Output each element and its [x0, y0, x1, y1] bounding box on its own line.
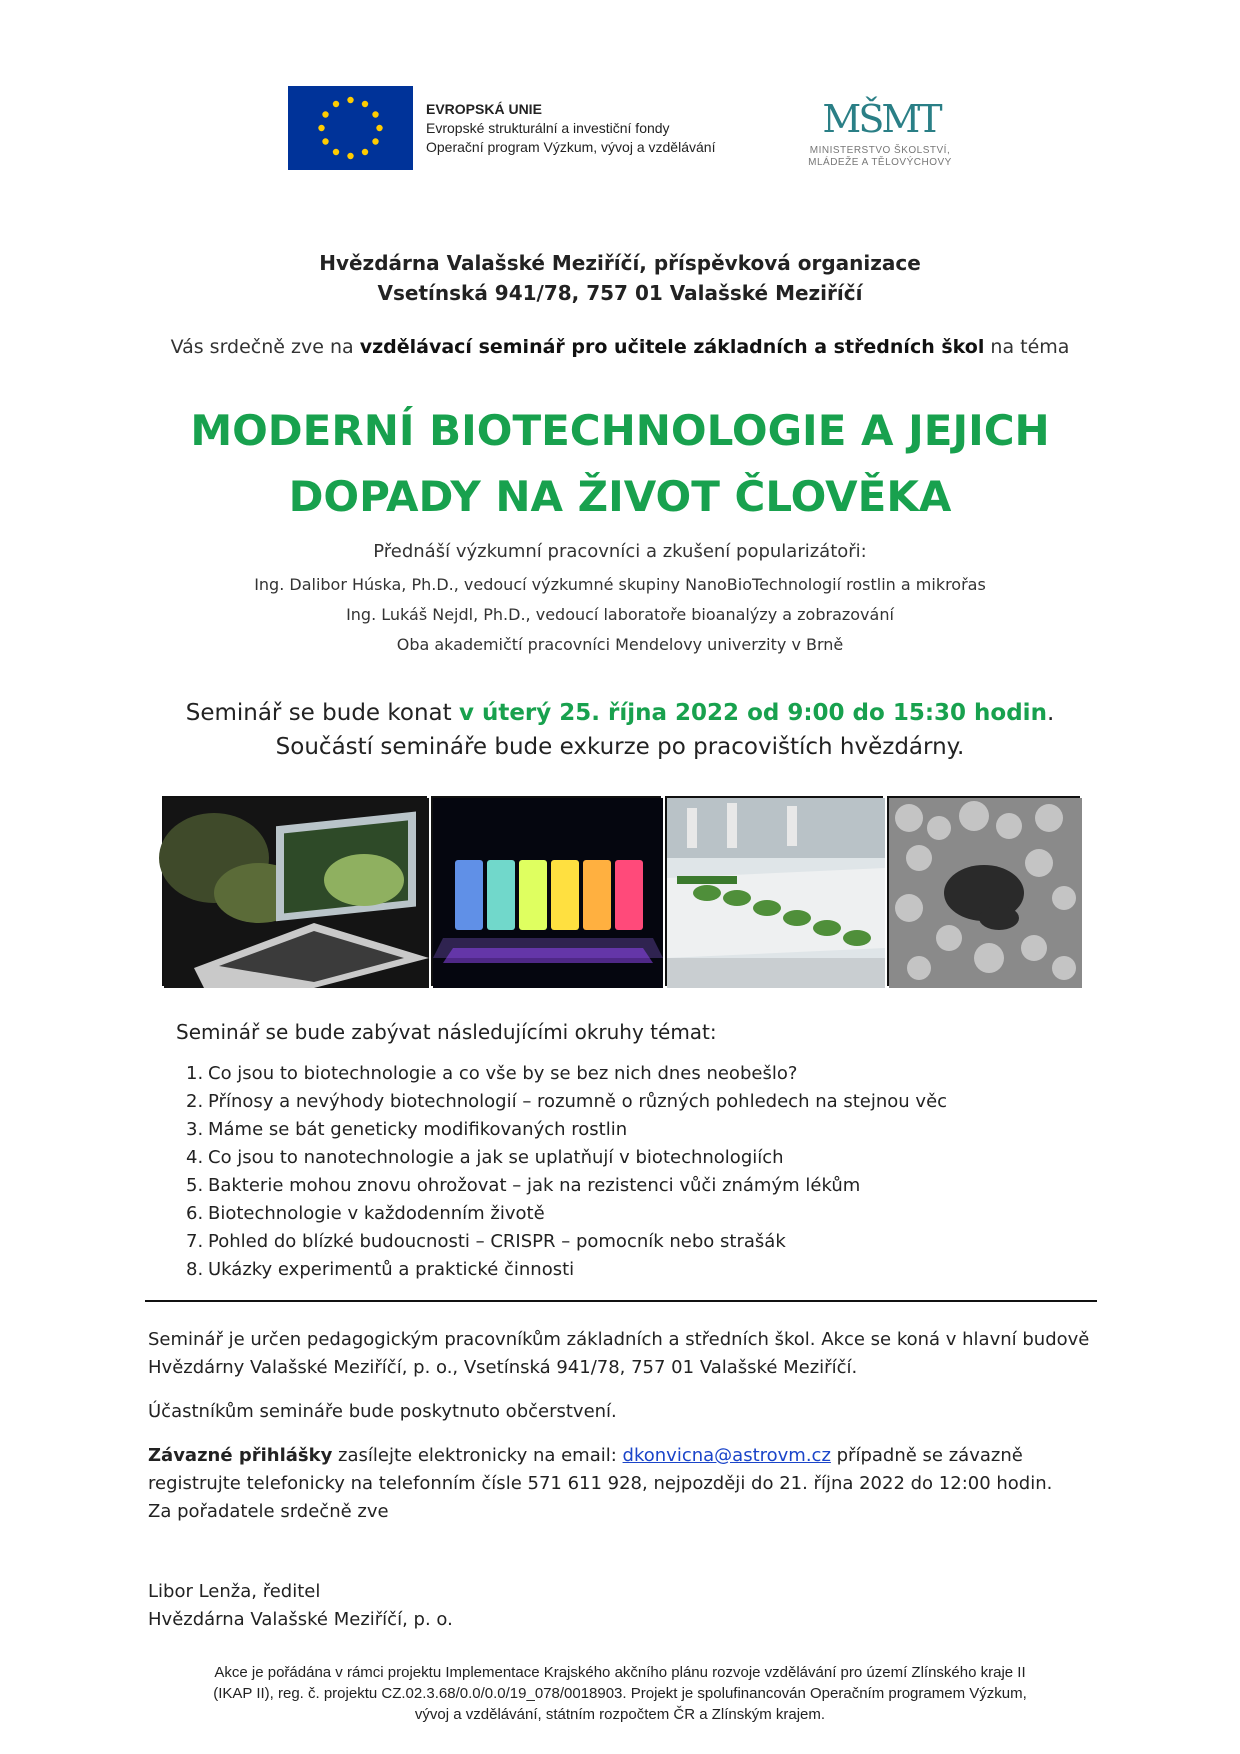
schedule-block: [0, 696, 1240, 764]
topic-number: 6.: [186, 1203, 204, 1224]
footer-line-2: (IKAP II), reg. č. projektu CZ.02.3.68/0.0/0.0/19_078/0018903. Projekt je spolufinancován Operačním programem Výzkum,: [213, 1685, 1027, 1702]
footer-line-3: vývoj a vzdělávání, státním rozpočtem ČR a Zlínským krajem.: [414, 1706, 826, 1723]
seminar-title: [0, 398, 1240, 530]
topic-text: Bakterie mohou znovu ohrožovat – jak na rezistenci vůči známým lékům: [208, 1175, 861, 1196]
topic-number: 2.: [186, 1091, 204, 1112]
eu-subtitle-1: Evropské strukturální a investiční fondy: [426, 120, 670, 136]
msmt-line-1: MINISTERSTVO ŠKOLSTVÍ,: [809, 145, 951, 156]
topic-text: Biotechnologie v každodenním životě: [208, 1203, 545, 1224]
signature-block: [148, 1578, 453, 1634]
invite-before: Vás srdečně zve na: [170, 336, 360, 358]
schedule-before: Seminář se bude konat: [185, 700, 459, 726]
lecturer-1: Ing. Dalibor Húska, Ph.D., vedoucí výzkumné skupiny NanoBioTechnologií rostlin a mikrořas: [254, 575, 986, 594]
signature-name: Libor Lenža, ředitel: [148, 1581, 321, 1602]
schedule-line-1: [0, 696, 1240, 730]
list-item: [186, 1172, 947, 1200]
topic-number: 7.: [186, 1231, 204, 1252]
photo-lab-art: [667, 798, 885, 988]
msmt-line-2: MLÁDEŽE A TĚLOVÝCHOVY: [808, 157, 952, 168]
schedule-date: v úterý 25. října 2022 od 9:00 do 15:30 hodin: [458, 700, 1047, 726]
info-block: [148, 1326, 1098, 1526]
email-link[interactable]: dkonvicna@astrovm.cz: [622, 1445, 831, 1466]
topic-number: 3.: [186, 1119, 204, 1140]
topics-heading: Seminář se bude zabývat následujícími okruhy témat:: [176, 1020, 717, 1044]
registration-bold: Závazné přihlášky: [148, 1445, 333, 1466]
photo-vials-art: [433, 798, 663, 988]
footer-note: [140, 1662, 1100, 1725]
invite-bold: vzdělávací seminář pro učitele základních a středních škol: [359, 336, 985, 358]
invitation-line: [0, 336, 1240, 358]
list-item: [186, 1200, 947, 1228]
organizer-address: Vsetínská 941/78, 757 01 Valašské Meziříčí: [377, 281, 863, 305]
lecturers-lead: Přednáší výzkumní pracovníci a zkušení popularizátoři:: [373, 541, 867, 562]
topic-text: Pohled do blízké budoucnosti – CRISPR – pomocník nebo strašák: [208, 1231, 786, 1252]
topic-text: Ukázky experimentů a praktické činnosti: [208, 1259, 575, 1280]
topic-number: 1.: [186, 1063, 204, 1084]
msmt-logo-text: [790, 145, 970, 169]
photo-laptop-plants-art: [164, 798, 429, 988]
registration-text-a: zasílejte elektronicky na email:: [332, 1445, 623, 1466]
list-item: [186, 1144, 947, 1172]
photo-laptop-plants: [162, 796, 427, 986]
topic-text: Máme se bát geneticky modifikovaných rostlin: [208, 1119, 628, 1140]
topic-number: 8.: [186, 1259, 204, 1280]
title-line-1: MODERNÍ BIOTECHNOLOGIE A JEJICH: [190, 406, 1050, 455]
info-registration: [148, 1442, 1098, 1526]
photo-laboratory: [665, 796, 883, 986]
topics-list: [186, 1060, 947, 1284]
eu-stars: [288, 86, 413, 170]
info-audience: Seminář je určen pedagogickým pracovníkům základních a středních škol. Akce se koná v hlavní budově Hvězdárny Valašské Meziříčí, p. o., Vsetínská 941/78, 757 01 Valašské Meziříčí.: [148, 1329, 1090, 1378]
registration-closing: Za pořadatele srdečně zve: [148, 1501, 389, 1522]
schedule-after: .: [1046, 700, 1055, 726]
eu-title: EVROPSKÁ UNIE: [426, 101, 542, 117]
topic-number: 4.: [186, 1147, 204, 1168]
photo-microscopy: [887, 796, 1080, 986]
signature-org: Hvězdárna Valašské Meziříčí, p. o.: [148, 1609, 453, 1630]
info-refreshments: Účastníkům semináře bude poskytnuto občerstvení.: [148, 1401, 617, 1422]
organizer-name: Hvězdárna Valašské Meziříčí, příspěvková organizace: [319, 251, 921, 275]
topic-number: 5.: [186, 1175, 204, 1196]
topic-text: Přínosy a nevýhody biotechnologií – rozumně o různých pohledech na stejnou věc: [208, 1091, 948, 1112]
schedule-line-2: Součástí semináře bude exkurze po pracovištích hvězdárny.: [275, 734, 965, 760]
footer-line-1: Akce je pořádána v rámci projektu Implementace Krajského akčního plánu rozvoje vzdělávání pro území Zlínského kraje II: [214, 1664, 1026, 1681]
lecturers-affiliation: Oba akademičtí pracovníci Mendelovy univerzity v Brně: [396, 635, 844, 654]
msmt-logo-lettering: MŠMT: [822, 97, 940, 141]
list-item: [186, 1228, 947, 1256]
eu-flag-logo: [288, 86, 413, 170]
photo-fluorescent-vials: [431, 796, 661, 986]
list-item: [186, 1060, 947, 1088]
list-item: [186, 1116, 947, 1144]
eu-subtitle-2: Operační program Výzkum, vývoj a vzdělávání: [426, 139, 716, 155]
list-item: [186, 1088, 947, 1116]
invite-after: na téma: [984, 336, 1070, 358]
lecturer-2: Ing. Lukáš Nejdl, Ph.D., vedoucí laboratoře bioanalýzy a zobrazování: [346, 605, 894, 624]
list-item: [186, 1256, 947, 1284]
registration-text-b: případně se závazně registrujte telefonicky na telefonním čísle 571 611 928, nejpozději do 21. října 2022 do 12:00 hodin.: [148, 1445, 1053, 1494]
lecturers-block: [0, 538, 1240, 660]
organizer-block: [0, 248, 1240, 308]
msmt-logo: [822, 88, 940, 144]
title-line-2: DOPADY NA ŽIVOT ČLOVĚKA: [288, 472, 952, 521]
eu-logo-text: [426, 100, 715, 157]
topic-text: Co jsou to nanotechnologie a jak se uplatňují v biotechnologiích: [208, 1147, 784, 1168]
topic-text: Co jsou to biotechnologie a co vše by se bez nich dnes neobešlo?: [208, 1063, 798, 1084]
photo-microscopy-art: [889, 798, 1082, 988]
divider: [145, 1300, 1097, 1302]
